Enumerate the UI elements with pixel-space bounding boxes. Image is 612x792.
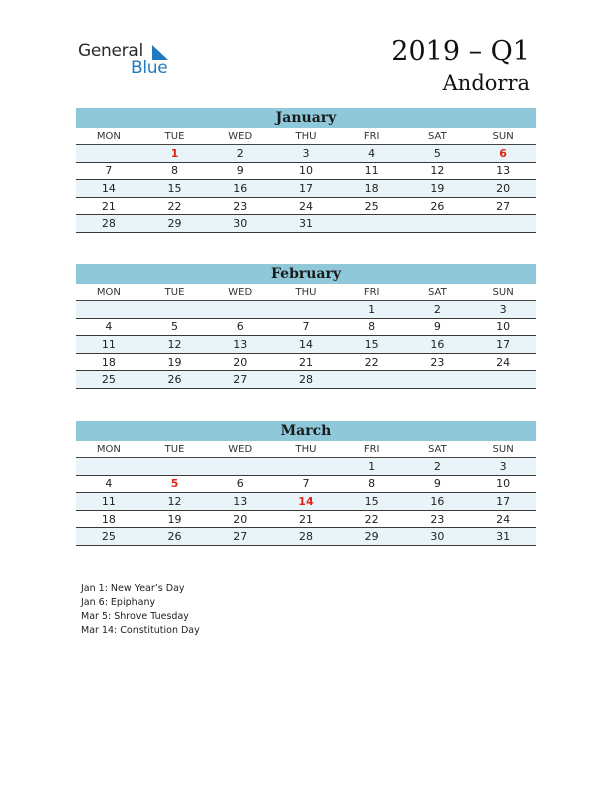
day-cell: 4 — [339, 145, 405, 163]
day-cell: 15 — [142, 180, 208, 198]
day-cell: 19 — [405, 180, 471, 198]
day-cell: 30 — [207, 215, 273, 233]
holiday-note: Mar 5: Shrove Tuesday — [81, 611, 189, 622]
page-header — [391, 36, 530, 96]
day-cell: 16 — [405, 336, 471, 354]
brand-logo — [78, 41, 188, 81]
week-row — [76, 371, 536, 389]
day-cell: 20 — [207, 353, 273, 371]
weekday-label: THU — [273, 284, 339, 301]
week-row — [76, 215, 536, 233]
day-cell: 11 — [76, 493, 142, 511]
weekday-label: THU — [273, 441, 339, 458]
week-row — [76, 493, 536, 511]
day-cell: 17 — [470, 493, 536, 511]
day-cell — [405, 371, 471, 389]
day-cell: 21 — [273, 510, 339, 528]
day-cell: 1 — [142, 145, 208, 163]
holiday-notes — [81, 582, 200, 638]
day-cell: 4 — [76, 318, 142, 336]
day-cell: 18 — [76, 353, 142, 371]
day-cell: 23 — [405, 510, 471, 528]
day-cell: 4 — [76, 475, 142, 493]
day-cell — [339, 371, 405, 389]
day-cell: 13 — [207, 493, 273, 511]
holiday-note: Jan 6: Epiphany — [81, 597, 156, 608]
weekday-header-row — [76, 128, 536, 145]
day-cell: 24 — [470, 353, 536, 371]
day-cell: 16 — [405, 493, 471, 511]
day-cell: 3 — [470, 301, 536, 319]
weekday-label: TUE — [142, 128, 208, 145]
day-cell — [273, 301, 339, 319]
month-february — [76, 264, 536, 389]
day-cell — [470, 215, 536, 233]
day-cell: 12 — [142, 336, 208, 354]
day-cell: 31 — [273, 215, 339, 233]
day-cell: 5 — [142, 318, 208, 336]
day-cell — [142, 458, 208, 476]
weekday-header-row — [76, 284, 536, 301]
day-cell: 23 — [405, 353, 471, 371]
day-cell: 10 — [470, 475, 536, 493]
day-cell: 9 — [405, 475, 471, 493]
day-cell: 14 — [76, 180, 142, 198]
day-cell: 9 — [207, 162, 273, 180]
day-cell: 10 — [273, 162, 339, 180]
week-row — [76, 180, 536, 198]
weekday-label: WED — [207, 284, 273, 301]
day-cell: 24 — [273, 197, 339, 215]
day-cell: 29 — [339, 528, 405, 546]
day-cell: 22 — [339, 353, 405, 371]
day-cell — [339, 215, 405, 233]
day-cell — [470, 371, 536, 389]
day-cell: 17 — [273, 180, 339, 198]
day-cell: 5 — [405, 145, 471, 163]
weekday-label: MON — [76, 128, 142, 145]
day-cell: 21 — [273, 353, 339, 371]
week-row — [76, 318, 536, 336]
week-row — [76, 197, 536, 215]
day-cell: 2 — [405, 301, 471, 319]
day-cell: 17 — [470, 336, 536, 354]
weekday-label: TUE — [142, 441, 208, 458]
week-row — [76, 336, 536, 354]
weekday-label: MON — [76, 284, 142, 301]
day-cell: 19 — [142, 510, 208, 528]
day-cell: 7 — [76, 162, 142, 180]
calendar-table — [76, 128, 536, 233]
day-cell — [142, 301, 208, 319]
day-cell: 8 — [339, 318, 405, 336]
day-cell: 3 — [470, 458, 536, 476]
day-cell: 26 — [142, 371, 208, 389]
logo-text-general: General — [78, 41, 143, 61]
day-cell: 21 — [76, 197, 142, 215]
day-cell: 28 — [76, 215, 142, 233]
weekday-label: SUN — [470, 441, 536, 458]
day-cell — [273, 458, 339, 476]
day-cell: 28 — [273, 528, 339, 546]
weekday-label: SAT — [405, 128, 471, 145]
day-cell: 27 — [470, 197, 536, 215]
weekday-label: MON — [76, 441, 142, 458]
week-row — [76, 528, 536, 546]
day-cell: 25 — [76, 528, 142, 546]
day-cell: 19 — [142, 353, 208, 371]
day-cell: 12 — [142, 493, 208, 511]
day-cell: 6 — [207, 475, 273, 493]
month-title: January — [76, 108, 536, 128]
day-cell — [76, 145, 142, 163]
weekday-label: FRI — [339, 284, 405, 301]
day-cell: 3 — [273, 145, 339, 163]
day-cell — [207, 458, 273, 476]
day-cell: 1 — [339, 301, 405, 319]
day-cell — [76, 301, 142, 319]
day-cell: 6 — [207, 318, 273, 336]
day-cell: 31 — [470, 528, 536, 546]
weekday-label: SAT — [405, 284, 471, 301]
day-cell: 12 — [405, 162, 471, 180]
day-cell: 13 — [207, 336, 273, 354]
logo-text-blue: Blue — [131, 58, 168, 78]
day-cell: 25 — [76, 371, 142, 389]
day-cell: 7 — [273, 475, 339, 493]
day-cell: 9 — [405, 318, 471, 336]
day-cell: 8 — [339, 475, 405, 493]
weekday-label: TUE — [142, 284, 208, 301]
week-row — [76, 145, 536, 163]
weekday-label: WED — [207, 441, 273, 458]
day-cell: 27 — [207, 528, 273, 546]
day-cell: 11 — [76, 336, 142, 354]
day-cell: 20 — [470, 180, 536, 198]
day-cell: 23 — [207, 197, 273, 215]
week-row — [76, 475, 536, 493]
day-cell — [76, 458, 142, 476]
day-cell: 20 — [207, 510, 273, 528]
day-cell: 10 — [470, 318, 536, 336]
day-cell: 16 — [207, 180, 273, 198]
weekday-label: FRI — [339, 441, 405, 458]
day-cell: 6 — [470, 145, 536, 163]
day-cell: 14 — [273, 336, 339, 354]
month-title: March — [76, 421, 536, 441]
weekday-label: FRI — [339, 128, 405, 145]
day-cell: 28 — [273, 371, 339, 389]
day-cell: 15 — [339, 493, 405, 511]
day-cell: 2 — [207, 145, 273, 163]
weekday-header-row — [76, 441, 536, 458]
day-cell: 5 — [142, 475, 208, 493]
day-cell — [207, 301, 273, 319]
day-cell: 8 — [142, 162, 208, 180]
calendar-table — [76, 441, 536, 546]
day-cell: 26 — [405, 197, 471, 215]
week-row — [76, 510, 536, 528]
day-cell: 22 — [339, 510, 405, 528]
weekday-label: SAT — [405, 441, 471, 458]
day-cell: 18 — [339, 180, 405, 198]
day-cell: 2 — [405, 458, 471, 476]
holiday-note: Jan 1: New Year’s Day — [81, 583, 185, 594]
weekday-label: WED — [207, 128, 273, 145]
day-cell: 18 — [76, 510, 142, 528]
day-cell: 7 — [273, 318, 339, 336]
country-name: Andorra — [442, 71, 530, 95]
page-title: 2019 – Q1 — [391, 36, 530, 67]
month-march — [76, 421, 536, 546]
day-cell: 13 — [470, 162, 536, 180]
day-cell: 22 — [142, 197, 208, 215]
day-cell — [405, 215, 471, 233]
day-cell: 15 — [339, 336, 405, 354]
holiday-note: Mar 14: Constitution Day — [81, 625, 200, 636]
month-january — [76, 108, 536, 233]
month-title: February — [76, 264, 536, 284]
weekday-label: SUN — [470, 128, 536, 145]
day-cell: 11 — [339, 162, 405, 180]
day-cell: 27 — [207, 371, 273, 389]
day-cell: 29 — [142, 215, 208, 233]
week-row — [76, 353, 536, 371]
week-row — [76, 301, 536, 319]
week-row — [76, 458, 536, 476]
day-cell: 30 — [405, 528, 471, 546]
day-cell: 26 — [142, 528, 208, 546]
day-cell: 24 — [470, 510, 536, 528]
calendar-table — [76, 284, 536, 389]
day-cell: 1 — [339, 458, 405, 476]
weekday-label: THU — [273, 128, 339, 145]
day-cell: 14 — [273, 493, 339, 511]
day-cell: 25 — [339, 197, 405, 215]
week-row — [76, 162, 536, 180]
weekday-label: SUN — [470, 284, 536, 301]
